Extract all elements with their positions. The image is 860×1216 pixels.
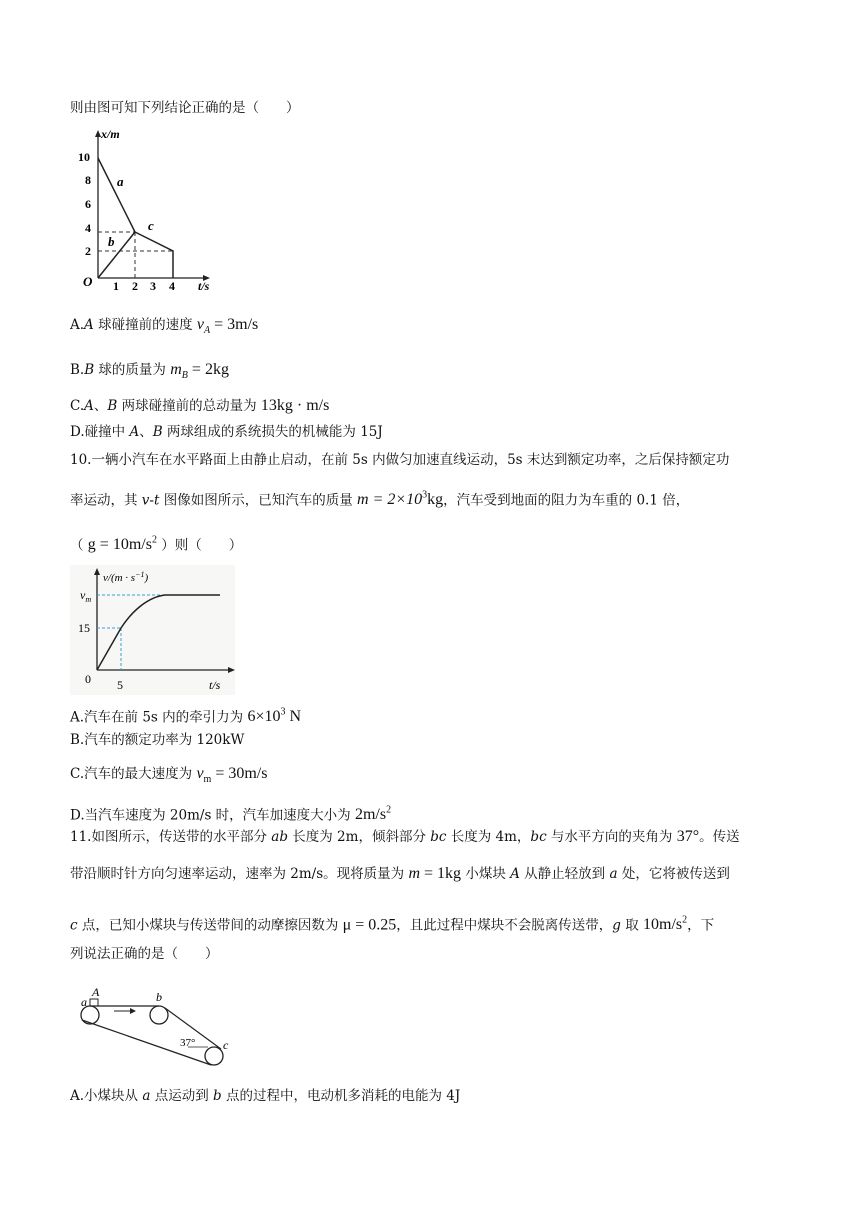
q9-option-d[interactable]: D.碰撞中 A、B 两球组成的系统损失的机械能为 15J <box>70 424 383 440</box>
q11-line-2: 带沿顺时针方向匀速率运动，速率为 2m/s。现将质量为 m = 1kg 小煤块 A 从静止轻放到 a 处，它将被传送到 <box>70 865 730 882</box>
q9-option-b[interactable]: B.B 球的质量为 $m_B = 2kg$ <box>70 361 229 382</box>
conveyor-diagram <box>72 985 242 1070</box>
vt-graph <box>70 565 235 695</box>
q11-line-3: c 点，已知小煤块与传送带间的动摩擦因数为 μ = 0.25，且此过程中煤块不会脱离传送带，g 取 $10m/s^2$，下 <box>70 915 715 934</box>
q9-option-c[interactable]: C.A、B 两球碰撞前的总动量为 13kg · m/s <box>70 397 330 414</box>
line-b-label: b <box>108 234 115 249</box>
ytick-2: 2 <box>85 244 91 258</box>
t5-label: 5 <box>117 678 123 692</box>
ytick-8: 8 <box>85 173 91 187</box>
q11-line-1: 11.如图所示，传送带的水平部分 ab 长度为 2m，倾斜部分 bc 长度为 4m，bc 与水平方向的夹角为 37°。传送 <box>70 828 740 845</box>
ytick-6: 6 <box>85 197 91 211</box>
t-axis-label-2: t/s <box>209 678 221 692</box>
v-axis-label: $v/(m \cdot s^{-1})$ <box>103 570 149 584</box>
v15-label: 15 <box>78 621 90 635</box>
point-a-label: a <box>81 995 87 1009</box>
xtick-1: 1 <box>113 279 119 293</box>
block-A-label: A <box>92 985 100 999</box>
q10-option-c[interactable]: C.汽车的最大速度为 $v_m = 30m/s$ <box>70 765 268 786</box>
t-axis-label: t/s <box>198 279 210 293</box>
xt-graph <box>70 128 210 293</box>
q11-line-4: 列说法正确的是（ ） <box>70 946 219 962</box>
q9-option-a[interactable]: A.A 球碰撞前的速度 $v_A = 3m/s$ <box>70 316 259 337</box>
ytick-10: 10 <box>78 150 90 164</box>
q10-option-d[interactable]: D.当汽车速度为 20m/s 时，汽车加速度大小为 $2m/s^2$ <box>70 805 392 824</box>
line-a-label: a <box>117 174 124 189</box>
point-c-label: c <box>223 1038 229 1052</box>
xtick-3: 3 <box>150 279 156 293</box>
point-b-label: b <box>156 990 162 1004</box>
xtick-4: 4 <box>169 279 175 293</box>
x-axis-label: x/m <box>101 128 120 141</box>
q10-option-a[interactable]: A.汽车在前 5s 内的牵引力为 $6\times 10^3$ N <box>70 707 302 726</box>
q10-line-2: 率运动，其 v-t 图像如图所示，已知汽车的质量 $m = 2\times 10^3kg$，汽车受到地面的阻力为车重的 0.1 倍， <box>70 490 690 509</box>
q10-line-1: 10.一辆小汽车在水平路面上由静止启动，在前 5s 内做匀加速直线运动，5s 末达到额定功率，之后保持额定功 <box>70 452 730 468</box>
vm-label: $v_m$ <box>80 588 92 604</box>
origin-label-2: 0 <box>85 672 91 686</box>
q10-line-3: （ $g = 10m/s^2$ ）则（ ） <box>70 535 243 554</box>
ytick-4: 4 <box>85 221 91 235</box>
q11-option-a[interactable]: A.小煤块从 a 点运动到 b 点的过程中，电动机多消耗的电能为 4J <box>70 1088 461 1104</box>
angle-label: 37° <box>180 1037 196 1049</box>
q10-option-b[interactable]: B.汽车的额定功率为 120kW <box>70 732 245 748</box>
origin-label: O <box>83 274 93 289</box>
question-intro: 则由图可知下列结论正确的是（ ） <box>70 100 300 116</box>
xtick-2: 2 <box>132 279 138 293</box>
line-c-label: c <box>148 218 154 233</box>
